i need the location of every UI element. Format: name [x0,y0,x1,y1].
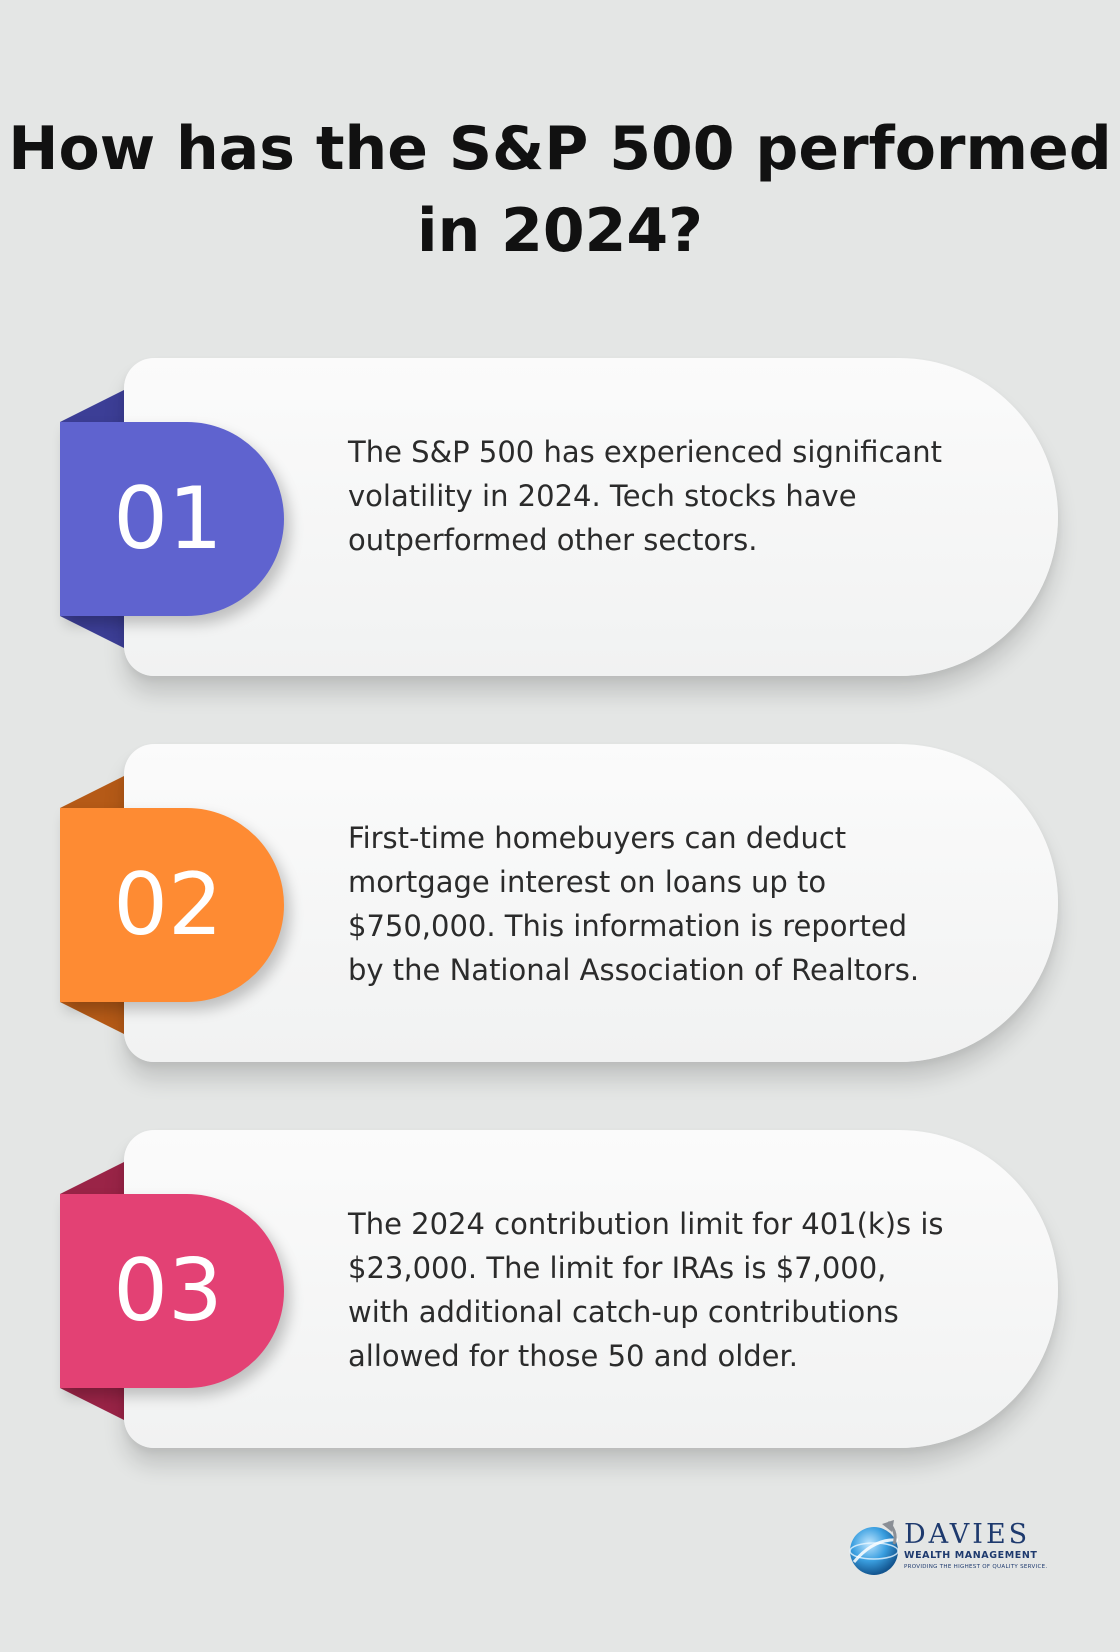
step-description: The 2024 contribution limit for 401(k)s is $23,000. The limit for IRAs is $7,000, with additional catch-up contributions allowed for those 50 and older. [348,1207,944,1373]
page-title: How has the S&P 500 performed in 2024? [8,114,1112,266]
step-description: First-time homebuyers can deduct mortgage interest on loans up to $750,000. This information is reported by the National Association of Realtors. [348,821,920,987]
ribbon-fold-bottom [60,1388,124,1420]
ribbon-fold-bottom [60,1002,124,1034]
globe-icon [848,1518,904,1580]
step-number-badge: 03 [60,1194,284,1388]
step-number-badge: 01 [60,422,284,616]
logo-name: DAVIES [904,1519,1031,1550]
company-logo [848,1518,1058,1580]
ribbon-fold-bottom [60,616,124,648]
logo-tagline: PROVIDING THE HIGHEST OF QUALITY SERVICE. [904,1564,1048,1570]
ribbon-fold-top [60,1162,124,1194]
ribbon-fold-top [60,776,124,808]
step-description: The S&P 500 has experienced significant volatility in 2024. Tech stocks have outperformed other sectors. [348,435,943,557]
step-number-badge: 02 [60,808,284,1002]
ribbon-fold-top [60,390,124,422]
logo-subtitle: WEALTH MANAGEMENT [904,1550,1038,1561]
